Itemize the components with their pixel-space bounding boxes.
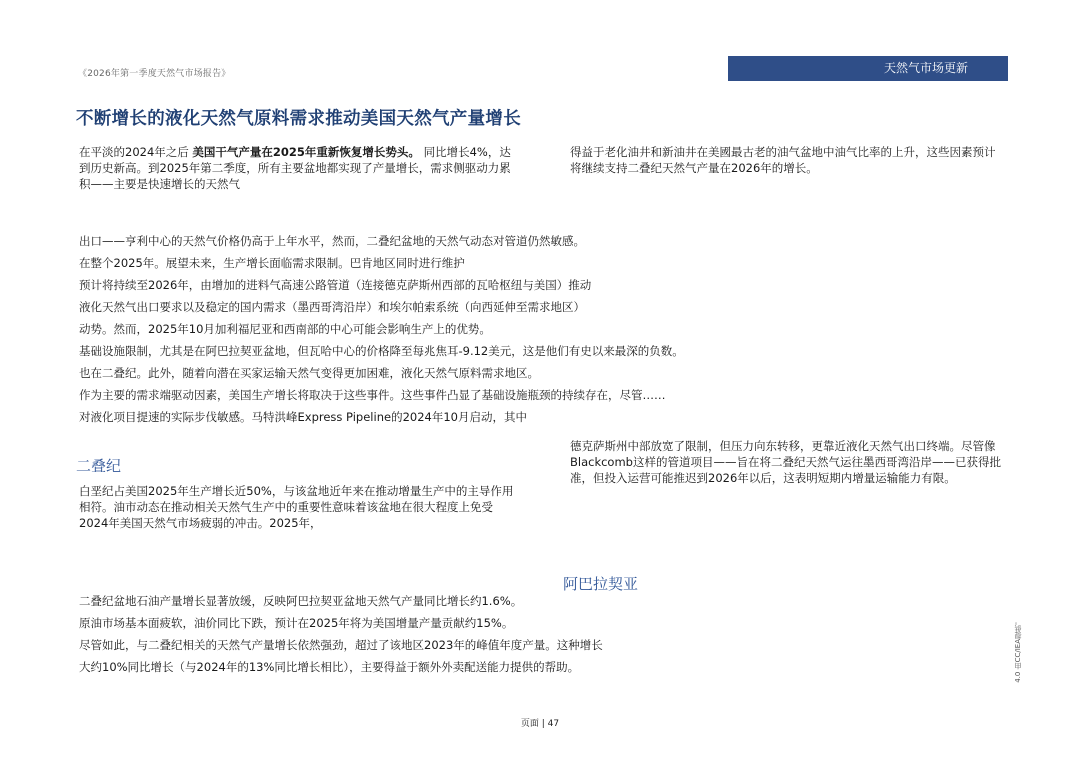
appalachia-heading: 阿巴拉契亚 (563, 575, 639, 593)
intro-left-bold: 美国干气产量在2025年重新恢复增长势头。 (192, 145, 420, 159)
permian-heading: 二叠纪 (76, 457, 122, 475)
body-line: 基础设施限制，尤其是在阿巴拉契亚盆地，但瓦哈中心的价格降至每兆焦耳-9.12美元，这是他们有史以来最深的负数。 (79, 344, 684, 358)
page-number: 页面 | 47 (520, 719, 560, 729)
section-tab: 天然气市场更新 (728, 56, 1008, 81)
body-line: 对液化项目提速的实际步伐敏感。马特洪峰Express Pipeline的2024年10月启动，其中 (79, 410, 527, 424)
intro-left-paragraph (79, 144, 519, 192)
body-line: 出口——亨利中心的天然气价格仍高于上年水平，然而，二叠纪盆地的天然气动态对管道仍然敏感。 (79, 234, 585, 248)
body-line: 也在二叠纪。此外，随着向潜在买家运输天然气变得更加困难，液化天然气原料需求地区。 (79, 366, 539, 380)
body-line: 动势。然而，2025年10月加利福尼亚和西南部的中心可能会影响生产上的优势。 (79, 322, 491, 336)
appalachia-line: 原油市场基本面疲软，油价同比下跌，预计在2025年将为美国增量产量贡献约15%。 (79, 616, 514, 630)
body-line: 在整个2025年。展望未来，生产增长面临需求限制。巴肯地区同时进行维护 (79, 256, 465, 270)
page-title: 不断增长的液化天然气原料需求推动美国天然气产量增长 (76, 109, 521, 129)
appalachia-line: 大约10%同比增长（与2024年的13%同比增长相比），主要得益于额外外卖配送能力提供的帮助。 (79, 660, 580, 674)
permian-paragraph: 白垩纪占美国2025年生产增长近50%，与该盆地近年来在推动增量生产中的主导作用相符。油市动态在推动相关天然气生产中的重要性意味着该盆地在很大程度上免受2024年美国天然气市场疲弱的冲击。2025年， (79, 484, 514, 530)
document-reference: 《2026年第一季度天然气市场报告》 (78, 69, 231, 79)
intro-left-post: 同比增长4%，达到历史新高。到2025年第二季度，所有主要盆地都实现了产量增长，需求侧驱动力累积——主要是快速增长的天然气 (79, 145, 511, 191)
appalachia-line: 尽管如此，与二叠纪相关的天然气产量增长依然强劲，超过了该地区2023年的峰值年度产量。这种增长 (79, 638, 603, 652)
body-line: 作为主要的需求端驱动因素，美国生产增长将取决于这些事件。这些事件凸显了基础设施瓶颈的持续存在，尽管…… (79, 388, 666, 402)
intro-left-pre: 在平淡的2024年之后 (79, 145, 193, 159)
license-note: 4.0 由CC/IEA提供。 (1014, 618, 1022, 683)
permian-right-paragraph: 德克萨斯州中部放宽了限制，但压力向东转移，更靠近液化天然气出口终端。尽管像Blackcomb这样的管道项目——旨在将二叠纪天然气运往墨西哥湾沿岸——已获得批准，但投入运营可能推迟到2026年以后，这表明短期内增量运输能力有限。 (570, 439, 1001, 485)
body-line: 液化天然气出口要求以及稳定的国内需求（墨西哥湾沿岸）和埃尔帕索系统（向西延伸至需求地区） (79, 300, 585, 314)
appalachia-line: 二叠纪盆地石油产量增长显著放缓，反映阿巴拉契亚盆地天然气产量同比增长约1.6%。 (79, 594, 523, 608)
intro-right-paragraph: 得益于老化油井和新油井在美國最古老的油气盆地中油气比率的上升，这些因素预计将继续支持二叠纪天然气产量在2026年的增长。 (570, 145, 996, 175)
body-line: 预计将持续至2026年，由增加的进料气高速公路管道（连接德克萨斯州西部的瓦哈枢纽与美国）推动 (79, 278, 592, 292)
